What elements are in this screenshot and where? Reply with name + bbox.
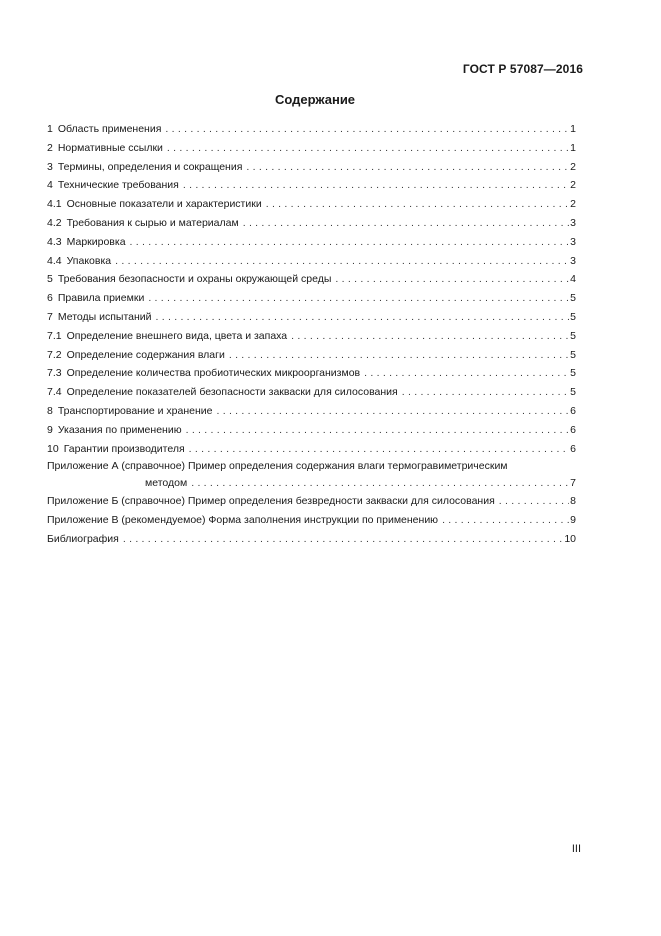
toc-dot-leader bbox=[189, 440, 569, 459]
toc-entry-label: Технические требования bbox=[57, 179, 179, 192]
toc-entry[interactable] bbox=[47, 270, 576, 289]
toc-entry-label: Транспортирование и хранение bbox=[57, 404, 213, 417]
toc-entry-page: 5 bbox=[570, 310, 576, 323]
toc-dot-leader bbox=[115, 252, 569, 271]
toc-entry[interactable] bbox=[47, 233, 576, 252]
toc-entry-page: 5 bbox=[570, 348, 576, 361]
toc-entry-number: 4.4 bbox=[47, 254, 62, 267]
toc-entry-page: 5 bbox=[570, 292, 576, 305]
toc-entry-label: Основные показатели и характеристики bbox=[66, 198, 262, 211]
toc-dot-leader bbox=[186, 421, 570, 440]
toc-dot-leader bbox=[364, 364, 569, 383]
toc-entry[interactable] bbox=[47, 214, 576, 233]
toc-appendix-c[interactable] bbox=[47, 511, 576, 530]
toc-entry-label: Требования к сырью и материалам bbox=[66, 216, 239, 229]
toc-appendix-b[interactable] bbox=[47, 492, 576, 511]
toc-entry-page: 2 bbox=[570, 160, 576, 173]
toc-appendix-a-continuation: методом bbox=[145, 477, 188, 490]
toc-entry-label: Приложение В (рекомендуемое) Форма заполнения инструкции по применению bbox=[47, 514, 439, 527]
toc-entry-number: 10 bbox=[47, 442, 59, 455]
toc-entry-label: Указания по применению bbox=[57, 423, 182, 436]
toc-dot-leader bbox=[266, 195, 569, 214]
toc-entry-page: 3 bbox=[570, 235, 576, 248]
toc-entry-page: 6 bbox=[570, 404, 576, 417]
toc-entry[interactable] bbox=[47, 440, 576, 459]
toc-entry-label: Библиография bbox=[47, 532, 119, 545]
toc-entry-label: Правила приемки bbox=[57, 292, 145, 305]
toc-entry-label: Гарантии производителя bbox=[63, 442, 185, 455]
toc-entry[interactable] bbox=[47, 383, 576, 402]
toc-entry-page: 9 bbox=[570, 514, 576, 527]
toc-entry[interactable] bbox=[47, 139, 576, 158]
toc-entry[interactable] bbox=[47, 364, 576, 383]
toc-entry-page: 6 bbox=[570, 423, 576, 436]
toc-entry-page: 3 bbox=[570, 254, 576, 267]
toc-entry[interactable] bbox=[47, 421, 576, 440]
toc-entry-page: 5 bbox=[570, 329, 576, 342]
toc-entry-number: 6 bbox=[47, 292, 53, 305]
toc-entry-label: Маркировка bbox=[66, 235, 126, 248]
toc-entry-number: 7.4 bbox=[47, 386, 62, 399]
toc-entry-label: Нормативные ссылки bbox=[57, 141, 163, 154]
toc-entry-number: 1 bbox=[47, 123, 53, 135]
toc-dot-leader bbox=[229, 346, 569, 365]
toc-entry[interactable] bbox=[47, 176, 576, 195]
toc-bibliography[interactable] bbox=[47, 530, 576, 549]
toc-dot-leader bbox=[246, 158, 569, 177]
toc-dot-leader bbox=[191, 474, 569, 492]
toc-entry-number: 4.1 bbox=[47, 198, 62, 211]
toc-entry-label: Определение внешнего вида, цвета и запаха bbox=[66, 329, 288, 342]
toc-entry-number: 3 bbox=[47, 160, 53, 173]
toc-entry[interactable] bbox=[47, 289, 576, 308]
toc-entry[interactable] bbox=[47, 327, 576, 346]
toc-entry[interactable] bbox=[47, 120, 576, 139]
toc-entry[interactable] bbox=[47, 158, 576, 177]
toc-dot-leader bbox=[123, 530, 563, 549]
toc-appendix-a[interactable] bbox=[47, 458, 576, 492]
toc-dot-leader bbox=[335, 270, 569, 289]
toc-entry-number: 4 bbox=[47, 179, 53, 192]
toc-dot-leader bbox=[167, 139, 569, 158]
toc-dot-leader bbox=[165, 120, 569, 139]
toc-dot-leader bbox=[291, 327, 569, 346]
toc-entry-label: Приложение Б (справочное) Пример определения безвредности закваски для силосования bbox=[47, 495, 495, 508]
toc-entry[interactable] bbox=[47, 308, 576, 327]
toc-entry-page: 1 bbox=[570, 141, 576, 154]
toc-entry-page: 2 bbox=[570, 198, 576, 211]
toc-entry-page: 10 bbox=[564, 532, 576, 545]
toc-dot-leader bbox=[148, 289, 569, 308]
toc-entry-number: 8 bbox=[47, 404, 53, 417]
toc-entry-number: 7.1 bbox=[47, 329, 62, 342]
toc-entry-label: Требования безопасности и охраны окружающей среды bbox=[57, 273, 332, 286]
toc-entry-number: 5 bbox=[47, 273, 53, 286]
toc-entry-page: 5 bbox=[570, 386, 576, 399]
toc-appendix-a-title: Приложение А (справочное) Пример определения содержания влаги термогравиметрическим bbox=[47, 460, 508, 473]
toc-entry-page: 1 bbox=[570, 123, 576, 135]
toc-entry-number: 7 bbox=[47, 310, 53, 323]
toc-entry[interactable] bbox=[47, 346, 576, 365]
toc-dot-leader bbox=[156, 308, 570, 327]
toc-entry-label: Определение показателей безопасности закваски для силосования bbox=[66, 386, 398, 399]
toc-entry-page: 7 bbox=[570, 477, 576, 490]
toc-title: Содержание bbox=[274, 92, 356, 107]
table-of-contents bbox=[47, 120, 576, 549]
toc-entry[interactable] bbox=[47, 402, 576, 421]
standard-code: ГОСТ Р 57087—2016 bbox=[462, 62, 583, 76]
page-number: III bbox=[571, 843, 581, 855]
toc-entry-label: Определение содержания влаги bbox=[66, 348, 225, 361]
toc-entry-number: 9 bbox=[47, 423, 53, 436]
toc-entry-label: Термины, определения и сокращения bbox=[57, 160, 243, 173]
toc-entry-label: Упаковка bbox=[66, 254, 112, 267]
toc-entry[interactable] bbox=[47, 252, 576, 271]
toc-entry-page: 8 bbox=[570, 495, 576, 508]
toc-entry-label: Область применения bbox=[57, 123, 162, 135]
toc-dot-leader bbox=[243, 214, 569, 233]
toc-entry-number: 7.2 bbox=[47, 348, 62, 361]
toc-entry-page: 6 bbox=[570, 442, 576, 455]
toc-entry-number: 4.2 bbox=[47, 216, 62, 229]
toc-entry-label: Методы испытаний bbox=[57, 310, 152, 323]
toc-entry-number: 7.3 bbox=[47, 367, 62, 380]
toc-entry-page: 3 bbox=[570, 216, 576, 229]
toc-dot-leader bbox=[402, 383, 569, 402]
toc-dot-leader bbox=[130, 233, 570, 252]
toc-entry-page: 4 bbox=[570, 273, 576, 286]
toc-entry[interactable] bbox=[47, 195, 576, 214]
toc-entry-page: 2 bbox=[570, 179, 576, 192]
toc-dot-leader bbox=[499, 492, 569, 511]
toc-entry-number: 4.3 bbox=[47, 235, 62, 248]
toc-entry-page: 5 bbox=[570, 367, 576, 380]
toc-dot-leader bbox=[183, 176, 569, 195]
toc-dot-leader bbox=[216, 402, 569, 421]
toc-entry-number: 2 bbox=[47, 141, 53, 154]
toc-dot-leader bbox=[442, 511, 569, 530]
toc-entry-label: Определение количества пробиотических микроорганизмов bbox=[66, 367, 361, 380]
